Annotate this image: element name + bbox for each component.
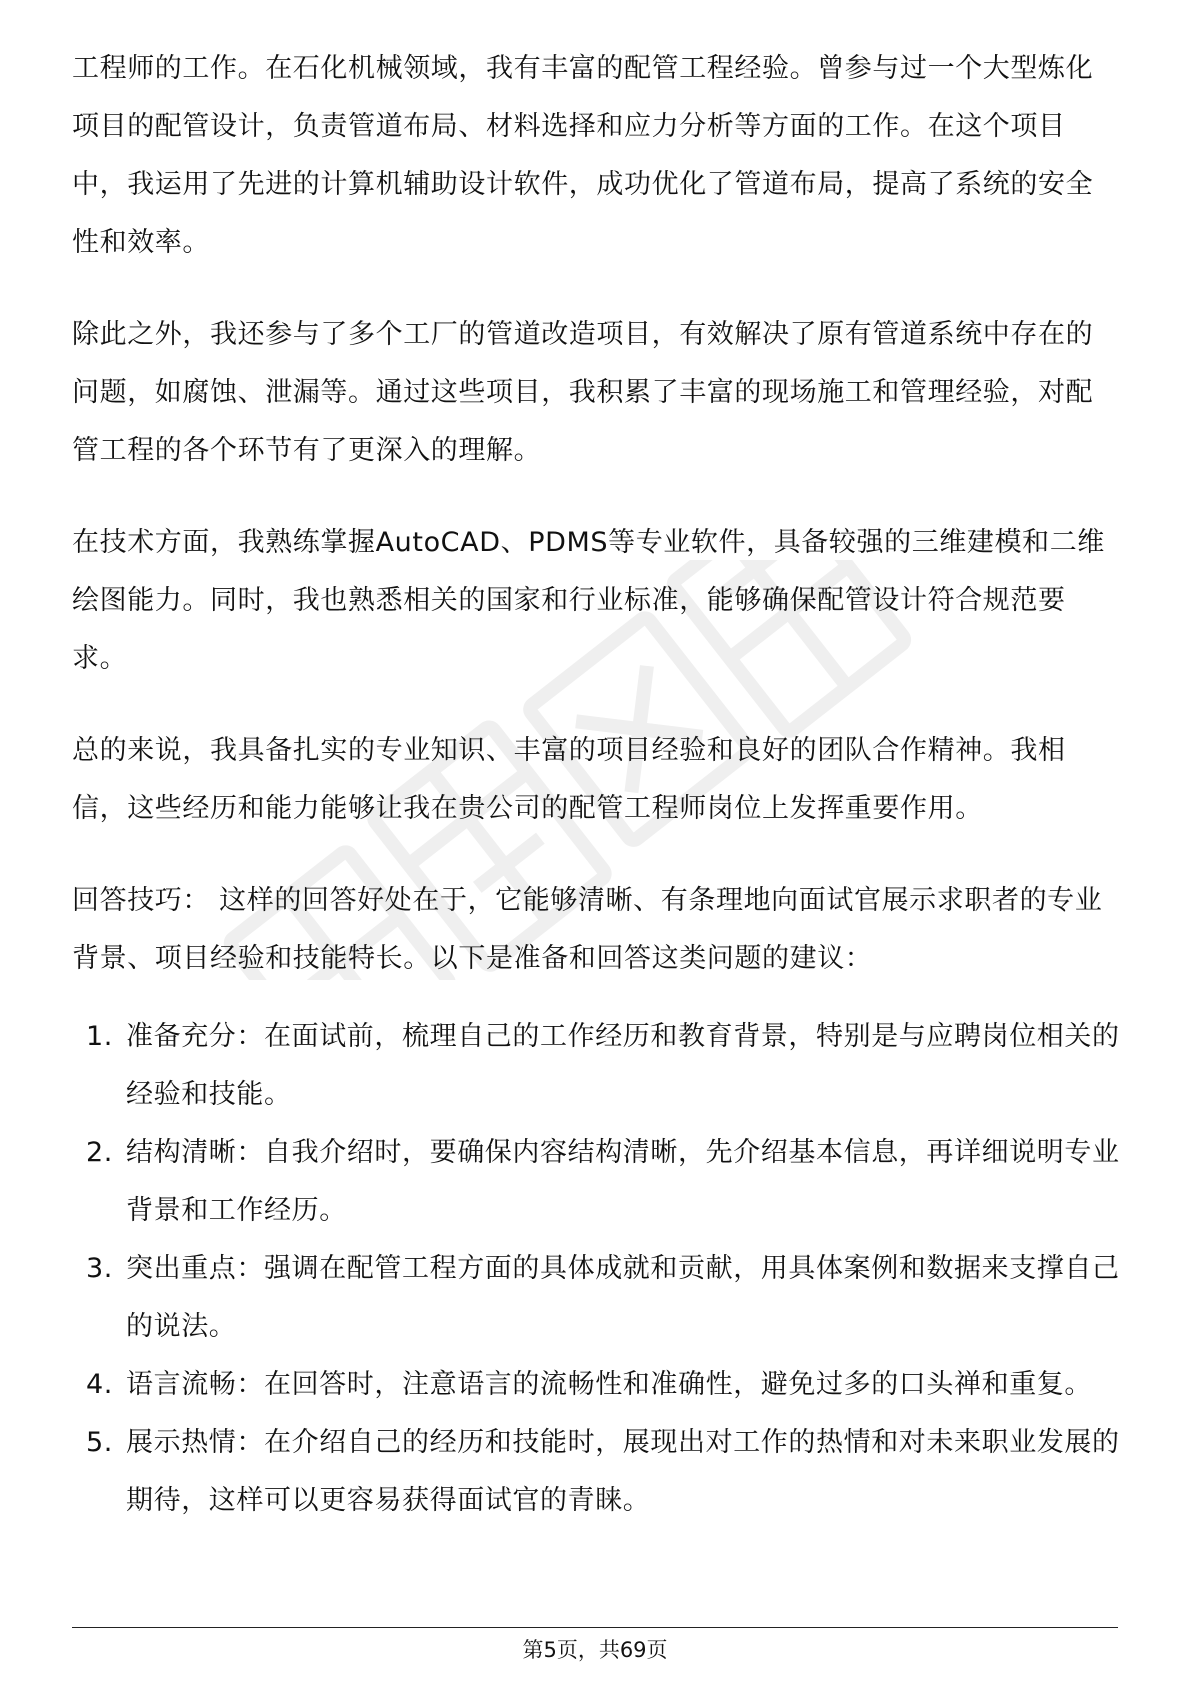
list-item-text: 展示热情：在介绍自己的经历和技能时，展现出对工作的热情和对未来职业发展的期待，这样可以更容易获得面试官的青睐。 <box>126 1427 1120 1516</box>
list-item <box>72 1356 1120 1414</box>
list-item-text: 突出重点：强调在配管工程方面的具体成就和贡献，用具体案例和数据来支撑自己的说法。 <box>126 1253 1120 1342</box>
list-item-number: 2. <box>86 1137 113 1168</box>
paragraph-experience: 工程师的工作。在石化机械领域，我有丰富的配管工程经验。曾参与过一个大型炼化项目的配管设计，负责管道布局、材料选择和应力分析等方面的工作。在这个项目中，我运用了先进的计算机辅助设计软件，成功优化了管道布局，提高了系统的安全性和效率。 <box>72 53 1094 258</box>
list-item-number: 1. <box>86 1021 113 1052</box>
list-item-number: 5. <box>86 1427 113 1458</box>
document-body <box>72 40 1120 1530</box>
list-item-number: 3. <box>86 1253 113 1284</box>
footer-divider <box>72 1627 1118 1628</box>
paragraph-renovation: 除此之外，我还参与了多个工厂的管道改造项目，有效解决了原有管道系统中存在的问题，如腐蚀、泄漏等。通过这些项目，我积累了丰富的现场施工和管理经验，对配管工程的各个环节有了更深入的理解。 <box>72 319 1094 466</box>
list-item <box>72 1008 1120 1124</box>
list-item <box>72 1124 1120 1240</box>
list-item-text: 结构清晰：自我介绍时，要确保内容结构清晰，先介绍基本信息，再详细说明专业背景和工作经历。 <box>126 1137 1120 1226</box>
paragraph-skills: 在技术方面，我熟练掌握AutoCAD、PDMS等专业软件，具备较强的三维建模和二维绘图能力。同时，我也熟悉相关的国家和行业标准，能够确保配管设计符合规范要求。 <box>72 527 1105 674</box>
paragraph-summary: 总的来说，我具备扎实的专业知识、丰富的项目经验和良好的团队合作精神。我相信，这些经历和能力能够让我在贵公司的配管工程师岗位上发挥重要作用。 <box>72 735 1066 824</box>
list-item <box>72 1414 1120 1530</box>
page-number: 第5页，共69页 <box>522 1638 668 1662</box>
list-item-number: 4. <box>86 1369 113 1400</box>
list-item-text: 准备充分：在面试前，梳理自己的工作经历和教育背景，特别是与应聘岗位相关的经验和技能。 <box>126 1021 1120 1110</box>
paragraph-answer-tips: 回答技巧： 这样的回答好处在于，它能够清晰、有条理地向面试官展示求职者的专业背景、项目经验和技能特长。以下是准备和回答这类问题的建议： <box>72 885 1103 974</box>
list-item <box>72 1240 1120 1356</box>
tips-list <box>72 1008 1120 1530</box>
list-item-text: 语言流畅：在回答时，注意语言的流畅性和准确性，避免过多的口头禅和重复。 <box>126 1369 1092 1400</box>
